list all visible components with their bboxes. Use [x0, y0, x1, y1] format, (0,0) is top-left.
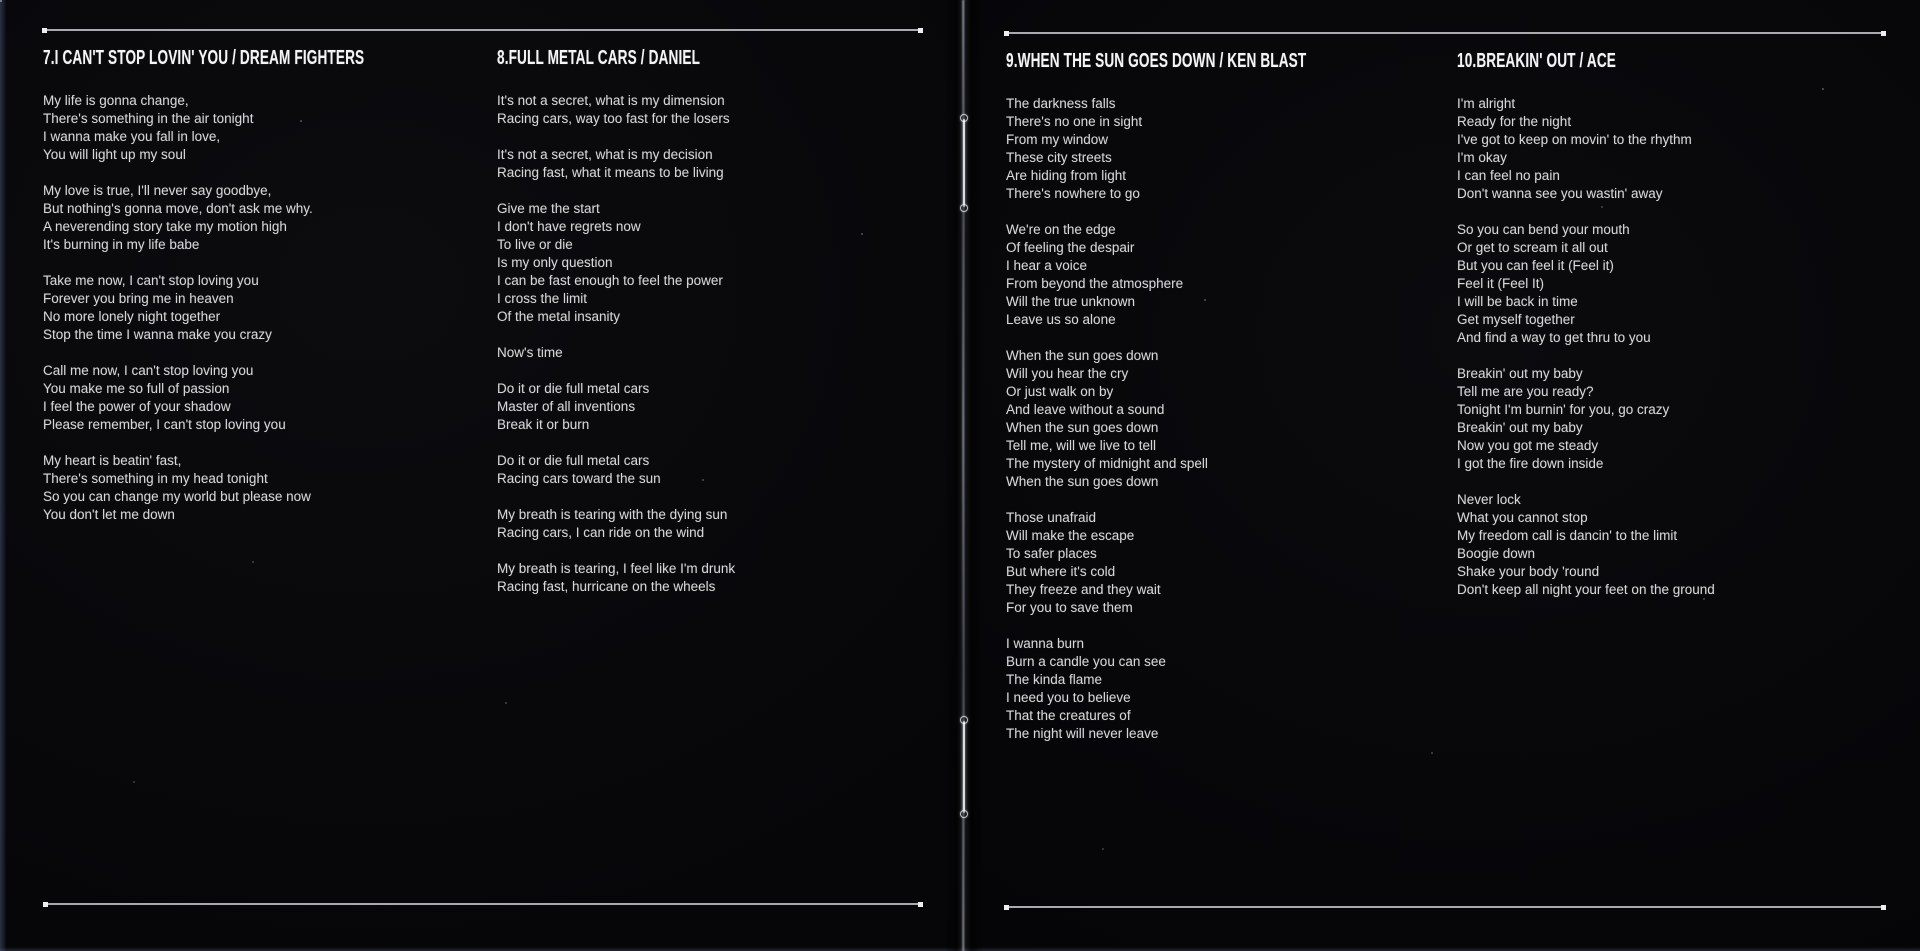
lyric-line: But you can feel it (Feel it)	[1457, 258, 1614, 273]
lyric-line: I wanna burn	[1006, 636, 1085, 651]
lyric-line: Racing cars, way too fast for the losers	[497, 111, 730, 126]
lyric-line: Master of all inventions	[497, 399, 636, 414]
lyric-line: Leave us so alone	[1006, 312, 1116, 327]
lyric-line: Racing cars toward the sun	[497, 471, 661, 486]
lyric-line: It's burning in my life babe	[43, 237, 200, 252]
lyric-line: You make me so full of passion	[43, 381, 230, 396]
lyric-line: Or get to scream it all out	[1457, 240, 1608, 255]
lyric-line: The darkness falls	[1006, 96, 1116, 111]
lyric-line: Do it or die full metal cars	[497, 381, 650, 396]
stanza	[1006, 635, 1446, 743]
lyric-line: I feel the power of your shadow	[43, 399, 231, 414]
lyric-line: Breakin' out my baby	[1457, 420, 1583, 435]
lyric-line: They freeze and they wait	[1006, 582, 1161, 597]
lyric-line: Will make the escape	[1006, 528, 1135, 543]
lyric-line: Don't keep all night your feet on the ground	[1457, 582, 1715, 597]
stanza	[1457, 221, 1897, 347]
lyric-line: I can be fast enough to feel the power	[497, 273, 723, 288]
stanza	[1006, 221, 1446, 329]
stanza	[43, 362, 483, 434]
lyric-line: Tell me, will we live to tell	[1006, 438, 1157, 453]
lyric-line: Are hiding from light	[1006, 168, 1127, 183]
staple-bend-icon	[960, 204, 968, 212]
lyric-line: Boogie down	[1457, 546, 1536, 561]
lyric-line: I need you to believe	[1006, 690, 1131, 705]
lyric-line: Tell me are you ready?	[1457, 384, 1594, 399]
song-column-track-7	[43, 46, 483, 542]
song-column-track-9	[1006, 49, 1446, 761]
lyric-line: I don't have regrets now	[497, 219, 641, 234]
staple-bend-icon	[960, 810, 968, 818]
lyric-line: There's nowhere to go	[1006, 186, 1140, 201]
lyric-line: Of the metal insanity	[497, 309, 621, 324]
lyric-line: My breath is tearing, I feel like I'm drunk	[497, 561, 736, 576]
lyric-line: I hear a voice	[1006, 258, 1088, 273]
lyric-line: Never lock	[1457, 492, 1521, 507]
stanza	[497, 200, 937, 326]
lyric-line: From beyond the atmosphere	[1006, 276, 1184, 291]
song-title: 8.FULL METAL CARS / DANIEL	[497, 47, 701, 69]
lyric-line: It's not a secret, what is my decision	[497, 147, 713, 162]
lyric-line: From my window	[1006, 132, 1109, 147]
lyric-line: Will you hear the cry	[1006, 366, 1129, 381]
song-title: 7.I CAN'T STOP LOVIN' YOU / DREAM FIGHTERS	[43, 47, 365, 69]
lyric-line: Breakin' out my baby	[1457, 366, 1583, 381]
stanza	[1006, 95, 1446, 203]
stanza	[43, 452, 483, 524]
lyric-line: Forever you bring me in heaven	[43, 291, 234, 306]
lyric-line: What you cannot stop	[1457, 510, 1588, 525]
lyric-line: For you to save them	[1006, 600, 1133, 615]
lyric-line: These city streets	[1006, 150, 1112, 165]
lyric-line: Racing fast, what it means to be living	[497, 165, 724, 180]
stanza	[1457, 95, 1897, 203]
stanza	[497, 380, 937, 434]
scan-edge-strip	[0, 0, 6, 951]
song-title: 10.BREAKIN' OUT / ACE	[1457, 50, 1616, 72]
stanza	[497, 146, 937, 182]
staple-wire	[963, 119, 965, 207]
lyric-line: No more lonely night together	[43, 309, 221, 324]
stanza	[497, 92, 937, 128]
lyric-line: A neverending story take my motion high	[43, 219, 287, 234]
scan-dust-specks	[0, 0, 2, 2]
stanza	[497, 452, 937, 488]
staple-stitch-bottom	[960, 716, 967, 818]
lyric-line: Take me now, I can't stop loving you	[43, 273, 259, 288]
lyric-line: I can feel no pain	[1457, 168, 1560, 183]
lyric-line: So you can change my world but please now	[43, 489, 311, 504]
bottom-rule-left-page	[44, 903, 922, 905]
lyric-line: The mystery of midnight and spell	[1006, 456, 1208, 471]
staple-wire	[963, 721, 965, 813]
lyric-line: You will light up my soul	[43, 147, 186, 162]
stanza	[497, 344, 937, 362]
lyric-line: Break it or burn	[497, 417, 590, 432]
stanza	[1006, 347, 1446, 491]
lyric-line: To live or die	[497, 237, 573, 252]
lyric-line: Give me the start	[497, 201, 600, 216]
stanza	[1457, 365, 1897, 473]
lyric-line: It's not a secret, what is my dimension	[497, 93, 725, 108]
lyric-line: Now's time	[497, 345, 563, 360]
lyric-line: Racing fast, hurricane on the wheels	[497, 579, 716, 594]
lyric-line: I got the fire down inside	[1457, 456, 1604, 471]
lyric-line: There's something in the air tonight	[43, 111, 254, 126]
lyric-line: But where it's cold	[1006, 564, 1116, 579]
lyric-line: When the sun goes down	[1006, 348, 1159, 363]
stanza	[43, 92, 483, 164]
lyric-line: Those unafraid	[1006, 510, 1097, 525]
top-rule-right-page	[1005, 32, 1885, 34]
stanza	[1457, 491, 1897, 599]
lyric-line: Don't wanna see you wastin' away	[1457, 186, 1663, 201]
lyric-line: Get myself together	[1457, 312, 1575, 327]
song-title: 9.WHEN THE SUN GOES DOWN / KEN BLAST	[1006, 50, 1307, 72]
lyric-line: Shake your body 'round	[1457, 564, 1600, 579]
lyric-line: You don't let me down	[43, 507, 175, 522]
lyric-line: I've got to keep on movin' to the rhythm	[1457, 132, 1692, 147]
song-column-track-10	[1457, 49, 1897, 617]
song-column-track-8	[497, 46, 937, 614]
lyric-line: And leave without a sound	[1006, 402, 1165, 417]
song-lyrics	[1006, 95, 1446, 743]
lyric-line: My love is true, I'll never say goodbye,	[43, 183, 272, 198]
staple-stitch-top	[960, 114, 967, 212]
lyric-line: To safer places	[1006, 546, 1097, 561]
lyric-line: The kinda flame	[1006, 672, 1103, 687]
lyric-line: I cross the limit	[497, 291, 588, 306]
lyric-line: Ready for the night	[1457, 114, 1572, 129]
stanza	[497, 506, 937, 542]
lyric-line: My breath is tearing with the dying sun	[497, 507, 728, 522]
lyric-line: When the sun goes down	[1006, 420, 1159, 435]
song-lyrics	[497, 92, 937, 596]
lyric-line: I'm okay	[1457, 150, 1507, 165]
lyric-line: Or just walk on by	[1006, 384, 1114, 399]
lyric-line: Do it or die full metal cars	[497, 453, 650, 468]
lyric-line: I'm alright	[1457, 96, 1516, 111]
lyric-line: So you can bend your mouth	[1457, 222, 1630, 237]
lyric-line: And find a way to get thru to you	[1457, 330, 1651, 345]
lyric-line: Feel it (Feel It)	[1457, 276, 1545, 291]
stanza	[43, 182, 483, 254]
lyric-line: My life is gonna change,	[43, 93, 189, 108]
lyric-line: There's no one in sight	[1006, 114, 1143, 129]
lyric-line: There's something in my head tonight	[43, 471, 268, 486]
lyric-line: That the creatures of	[1006, 708, 1131, 723]
lyric-line: When the sun goes down	[1006, 474, 1159, 489]
top-rule-left-page	[43, 29, 922, 31]
lyric-line: I will be back in time	[1457, 294, 1578, 309]
bottom-rule-right-page	[1005, 906, 1885, 908]
lyric-line: Burn a candle you can see	[1006, 654, 1166, 669]
lyric-line: The night will never leave	[1006, 726, 1159, 741]
lyric-line: Please remember, I can't stop loving you	[43, 417, 286, 432]
song-lyrics	[43, 92, 483, 524]
lyric-line: We're on the edge	[1006, 222, 1116, 237]
lyric-line: My heart is beatin' fast,	[43, 453, 182, 468]
lyric-line: But nothing's gonna move, don't ask me why.	[43, 201, 313, 216]
lyric-line: Of feeling the despair	[1006, 240, 1135, 255]
lyric-line: I wanna make you fall in love,	[43, 129, 221, 144]
lyric-line: Racing cars, I can ride on the wind	[497, 525, 705, 540]
lyric-line: Will the true unknown	[1006, 294, 1136, 309]
lyric-line: Stop the time I wanna make you crazy	[43, 327, 272, 342]
stanza	[497, 560, 937, 596]
stanza	[1006, 509, 1446, 617]
song-lyrics	[1457, 95, 1897, 599]
lyric-line: Tonight I'm burnin' for you, go crazy	[1457, 402, 1670, 417]
lyric-line: Now you got me steady	[1457, 438, 1599, 453]
lyric-line: My freedom call is dancin' to the limit	[1457, 528, 1678, 543]
lyric-line: Is my only question	[497, 255, 613, 270]
lyric-line: Call me now, I can't stop loving you	[43, 363, 254, 378]
stanza	[43, 272, 483, 344]
